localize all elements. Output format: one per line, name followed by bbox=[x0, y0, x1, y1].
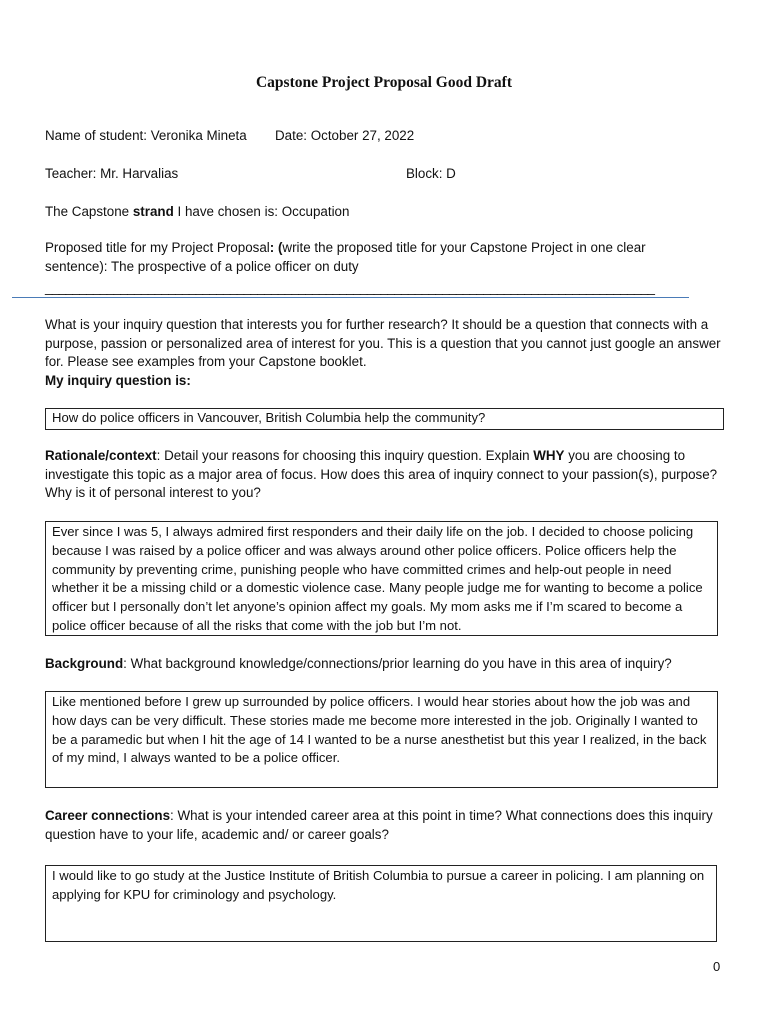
teacher-name: Teacher: Mr. Harvalias bbox=[45, 166, 179, 181]
career-heading: Career connections bbox=[45, 808, 171, 823]
rationale-heading: Rationale/context bbox=[45, 448, 157, 463]
career-prompt: : What is your intended career area at this point in time? What connections does this inquiry question have to your life, academic and/ or career goals? bbox=[45, 808, 713, 842]
student-name: Name of student: Veronika Mineta bbox=[45, 128, 247, 143]
submission-date: Date: October 27, 2022 bbox=[275, 128, 415, 143]
strand-prefix: The Capstone bbox=[45, 204, 133, 219]
rationale-answer: Ever since I was 5, I always admired first responders and their daily life on the job. I decided to choose policing because I was raised by a police officer and was always around other police officers. Police officers help the community by preventing crime, punishing people who have committed crimes and help-out people in need whether it be a missing child or a domestic violence case. Many people judge me for wanting to become a police officer but I personally don’t let anyone’s opinion affect my goals. My mom asks me if I’m scared to become a police officer because of all the risks that come with the job but I’m not. bbox=[52, 524, 703, 633]
background-prompt: : What background knowledge/connections/prior learning do you have in this area of inquiry? bbox=[123, 656, 672, 671]
rationale-prompt-start: : Detail your reasons for choosing this inquiry question. Explain bbox=[156, 448, 534, 463]
proposed-title-bold: : ( bbox=[269, 240, 283, 255]
rationale-answer-box bbox=[45, 521, 718, 636]
proposed-title-prefix: Proposed title for my Project Proposal bbox=[45, 240, 270, 255]
section-divider bbox=[12, 297, 689, 298]
proposed-title-section bbox=[45, 239, 705, 276]
rationale-section bbox=[45, 447, 725, 503]
inquiry-answer: How do police officers in Vancouver, British Columbia help the community? bbox=[52, 410, 486, 425]
capstone-strand bbox=[45, 203, 349, 222]
inquiry-label: My inquiry question is: bbox=[45, 373, 191, 388]
career-answer: I would like to go study at the Justice Institute of British Columbia to pursue a career in policing. I am planning on applying for KPU for criminology and psychology. bbox=[52, 868, 705, 902]
career-answer-box bbox=[45, 865, 717, 942]
page-title: Capstone Project Proposal Good Draft bbox=[255, 74, 512, 91]
inquiry-prompt: What is your inquiry question that interests you for further research? It should be a question that connects with a purpose, passion or personalized area of interest for you. This is a question that you cannot just google an answer for. Please see examples from your Capstone booklet. bbox=[45, 317, 721, 369]
rationale-prompt-end: you are choosing to investigate this topic as a major area of focus. How does this area of inquiry connect to your passion(s), purpose? Why is it of personal interest to you? bbox=[45, 448, 718, 500]
background-heading: Background bbox=[45, 656, 124, 671]
page-number: 0 bbox=[713, 959, 721, 974]
block-label: Block: D bbox=[406, 166, 456, 181]
background-section bbox=[45, 655, 745, 674]
proposed-title-text: write the proposed title for your Capstone Project in one clear sentence): The prospective of a police officer on duty bbox=[45, 240, 646, 274]
rationale-prompt-bold: WHY bbox=[533, 448, 565, 463]
background-answer: Like mentioned before I grew up surrounded by police officers. I would hear stories about how the job was and how days can be very difficult. These stories made me become more interested in the job. Originally I wanted to be a paramedic but when I hit the age of 14 I wanted to be a nurse anesthetist but this year I realized, in the back of my mind, I always wanted to be a police officer. bbox=[52, 694, 707, 766]
inquiry-answer-box bbox=[45, 408, 724, 430]
strand-suffix: I have chosen is: Occupation bbox=[173, 204, 350, 219]
strand-bold: strand bbox=[132, 204, 174, 219]
career-section bbox=[45, 807, 725, 844]
background-answer-box bbox=[45, 691, 718, 788]
proposed-title-blank-line: _________________________________________________________________________________________ bbox=[45, 280, 655, 295]
